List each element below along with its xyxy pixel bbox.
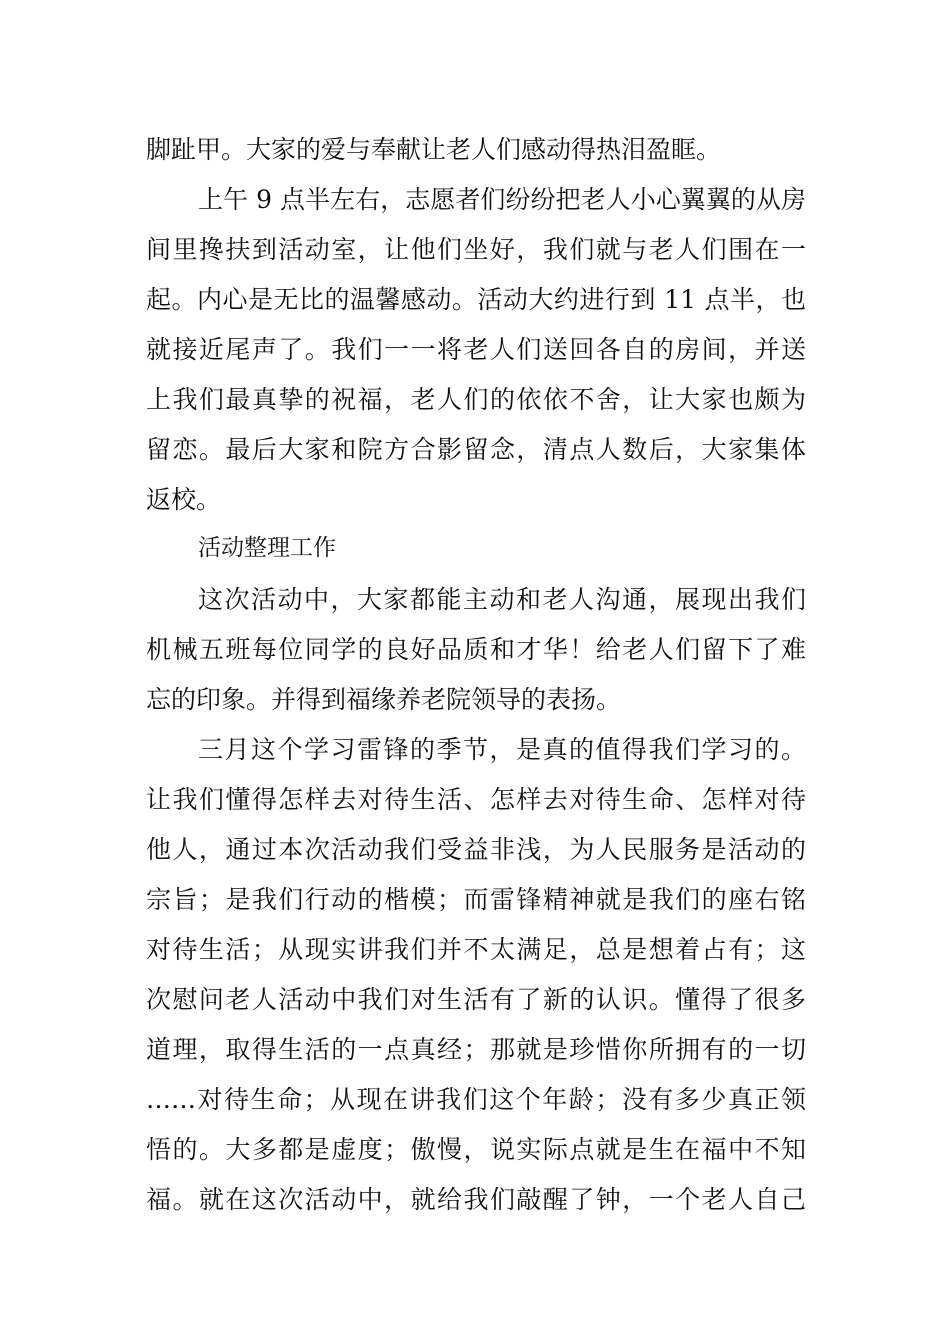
text-line: 机械五班每位同学的良好品质和才华！给老人们留下了难 — [146, 635, 806, 664]
text-line: 他人，通过本次活动我们受益非浅，为人民服务是活动的 — [146, 835, 806, 864]
text-line: 福。就在这次活动中，就给我们敲醒了钟，一个老人自己 — [146, 1185, 806, 1214]
text-line: 间里搀扶到活动室，让他们坐好，我们就与老人们围在一 — [146, 235, 806, 264]
section-heading: 活动整理工作 — [198, 535, 336, 561]
text-line: 脚趾甲。大家的爱与奉献让老人们感动得热泪盈眶。 — [146, 135, 722, 164]
text-line: 让我们懂得怎样去对待生活、怎样去对待生命、怎样对待 — [146, 785, 806, 814]
text-line: ……对待生命；从现在讲我们这个年龄；没有多少真正领 — [146, 1085, 806, 1114]
text-line: 返校。 — [146, 485, 222, 514]
text-line: 宗旨；是我们行动的楷模；而雷锋精神就是我们的座右铭 — [146, 885, 806, 914]
text-line: 起。内心是无比的温馨感动。活动大约进行到 11 点半，也 — [146, 285, 806, 314]
text-line: 次慰问老人活动中我们对生活有了新的认识。懂得了很多 — [146, 985, 806, 1014]
text-line: 悟的。大多都是虚度；傲慢，说实际点就是生在福中不知 — [146, 1135, 806, 1164]
paragraph-start-line: 这次活动中，大家都能主动和老人沟通，展现出我们 — [198, 585, 806, 614]
paragraph-start-line: 三月这个学习雷锋的季节，是真的值得我们学习的。 — [198, 735, 806, 764]
text-line: 对待生活；从现实讲我们并不太满足，总是想着占有；这 — [146, 935, 806, 964]
text-line: 忘的印象。并得到福缘养老院领导的表扬。 — [146, 685, 622, 714]
text-line: 留恋。最后大家和院方合影留念，清点人数后，大家集体 — [146, 435, 806, 464]
text-line: 就接近尾声了。我们一一将老人们送回各自的房间，并送 — [146, 335, 806, 364]
text-line: 道理，取得生活的一点真经；那就是珍惜你所拥有的一切 — [146, 1035, 806, 1064]
paragraph-start-line: 上午 9 点半左右，志愿者们纷纷把老人小心翼翼的从房 — [198, 185, 806, 214]
text-line: 上我们最真挚的祝福，老人们的依依不舍，让大家也颇为 — [146, 385, 806, 414]
